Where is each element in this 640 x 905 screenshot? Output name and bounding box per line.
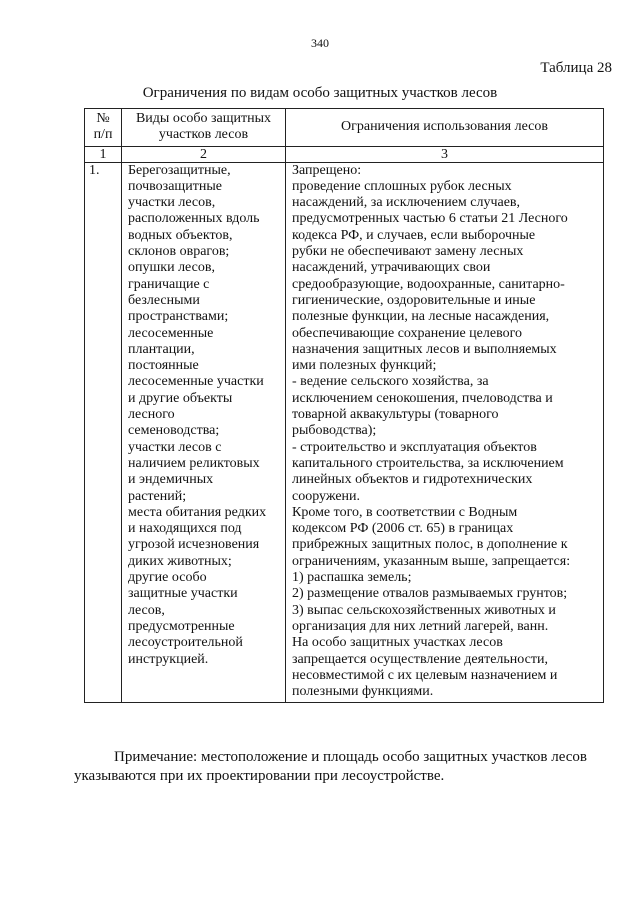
restriction-line: капитального строительства, за исключением <box>292 455 564 471</box>
restriction-line: полезные функции, на лесные насаждения, <box>292 309 550 325</box>
kinds-line: лесов, <box>128 602 165 618</box>
restriction-line: запрещается осуществление деятельности, <box>292 651 548 667</box>
table-label: Таблица 28 <box>540 60 612 76</box>
restrictions-cell <box>286 162 604 703</box>
kinds-line: лесосеменные <box>128 325 214 341</box>
kinds-line: Берегозащитные, <box>128 162 231 178</box>
restriction-line: прибрежных защитных полос, в дополнение к <box>292 537 568 553</box>
restriction-line: кодекса РФ, и случаев, если выборочные <box>292 227 536 243</box>
kinds-line: растений; <box>128 488 187 504</box>
header-number-line: № <box>96 111 110 126</box>
header-kinds-line: участков лесов <box>158 127 249 143</box>
kinds-line: наличием реликтовых <box>128 455 260 471</box>
restriction-line: сооружени. <box>292 488 361 504</box>
restriction-line: На особо защитных участках лесов <box>292 635 503 651</box>
column-number-row <box>85 146 604 162</box>
restriction-line: линейных объектов и гидротехнических <box>292 472 533 488</box>
kinds-line: участки лесов с <box>128 439 222 455</box>
restriction-line: кодексом РФ (2006 ст. 65) в границах <box>292 521 514 537</box>
header-kinds-line: Виды особо защитных <box>135 111 272 126</box>
row-number: 1. <box>85 162 122 703</box>
kinds-line: склонов оврагов; <box>128 244 230 260</box>
kinds-line: почвозащитные <box>128 178 222 194</box>
kinds-cell <box>122 162 286 703</box>
restriction-line: гигиенические, оздоровительные и иные <box>292 292 536 308</box>
restriction-line: несовместимой с их целевым назначением и <box>292 667 558 683</box>
column-number: 3 <box>286 146 604 162</box>
restriction-line: исключением сенокошения, пчеловодства и <box>292 390 553 406</box>
column-number: 1 <box>85 146 122 162</box>
page-number: 340 <box>311 36 329 50</box>
restriction-line: ими полезных функций; <box>292 358 437 374</box>
restriction-line: организация для них летний лагерей, ванн. <box>292 618 549 634</box>
restriction-line: Кроме того, в соответствии с Водным <box>292 504 518 520</box>
kinds-line: семеноводства; <box>128 423 220 439</box>
kinds-line: угрозой исчезновения <box>128 537 260 553</box>
kinds-line: и другие объекты <box>128 390 233 406</box>
table-title: Ограничения по видам особо защитных участков лесов <box>142 85 498 101</box>
note-line: указываются при их проектировании при лесоустройстве. <box>74 768 445 784</box>
restriction-line: рубки не обеспечивают замену лесных <box>292 244 524 260</box>
kinds-line: лесосеменные участки <box>128 374 264 390</box>
kinds-line: другие особо <box>128 570 207 586</box>
note-line: Примечание: местоположение и площадь особо защитных участков лесов <box>114 749 587 765</box>
restriction-line: назначения защитных лесов и выполняемых <box>292 341 557 357</box>
kinds-line: диких животных; <box>128 553 232 569</box>
restriction-line: товарной аквакультуры (товарного <box>292 407 499 423</box>
header-number <box>85 109 122 147</box>
kinds-line: расположенных вдоль <box>128 211 260 227</box>
table-header-row <box>85 109 604 147</box>
kinds-line: защитные участки <box>128 586 238 602</box>
header-kinds <box>122 109 286 147</box>
restriction-line: Запрещено: <box>292 162 362 178</box>
kinds-line: и находящихся под <box>128 521 242 537</box>
kinds-line: плантации, <box>128 341 195 357</box>
restriction-line: 2) размещение отвалов размываемых грунтов; <box>292 586 568 602</box>
column-number: 2 <box>122 146 286 162</box>
restriction-line: рыбоводства); <box>292 423 377 439</box>
table-row <box>85 162 604 703</box>
restriction-line: 3) выпас сельскохозяйственных животных и <box>292 602 556 618</box>
kinds-line: участки лесов, <box>128 195 216 211</box>
restriction-line: средообразующие, водоохранные, санитарно- <box>292 276 565 292</box>
kinds-line: пространствами; <box>128 309 229 325</box>
kinds-line: постоянные <box>128 358 199 374</box>
restriction-line: полезными функциями. <box>292 684 434 700</box>
kinds-line: лесоустроительной <box>128 635 243 651</box>
restriction-line: предусмотренных частью 6 статьи 21 Лесного <box>292 211 568 227</box>
note <box>74 748 614 786</box>
kinds-line: опушки лесов, <box>128 260 215 276</box>
restriction-line: ограничениям, указанным выше, запрещается: <box>292 553 571 569</box>
kinds-line: водных объектов, <box>128 227 233 243</box>
restriction-line: насаждений, за исключением случаев, <box>292 195 521 211</box>
header-restrictions: Ограничения использования лесов <box>286 109 604 147</box>
kinds-line: и эндемичных <box>128 472 214 488</box>
kinds-line: лесного <box>128 407 175 423</box>
kinds-line: предусмотренные <box>128 618 235 634</box>
kinds-line: инструкцией. <box>128 651 209 667</box>
restriction-line: - строительство и эксплуатация объектов <box>292 439 537 455</box>
restrictions-table <box>84 108 604 703</box>
restriction-line: проведение сплошных рубок лесных <box>292 178 512 194</box>
kinds-line: безлесными <box>128 292 200 308</box>
restriction-line: - ведение сельского хозяйства, за <box>292 374 489 390</box>
header-number-line: п/п <box>93 127 113 143</box>
restriction-line: 1) распашка земель; <box>292 570 412 586</box>
kinds-line: места обитания редких <box>128 504 267 520</box>
restriction-line: обеспечивающие сохранение целевого <box>292 325 522 341</box>
kinds-line: граничащие с <box>128 276 210 292</box>
restriction-line: насаждений, утрачивающих свои <box>292 260 491 276</box>
